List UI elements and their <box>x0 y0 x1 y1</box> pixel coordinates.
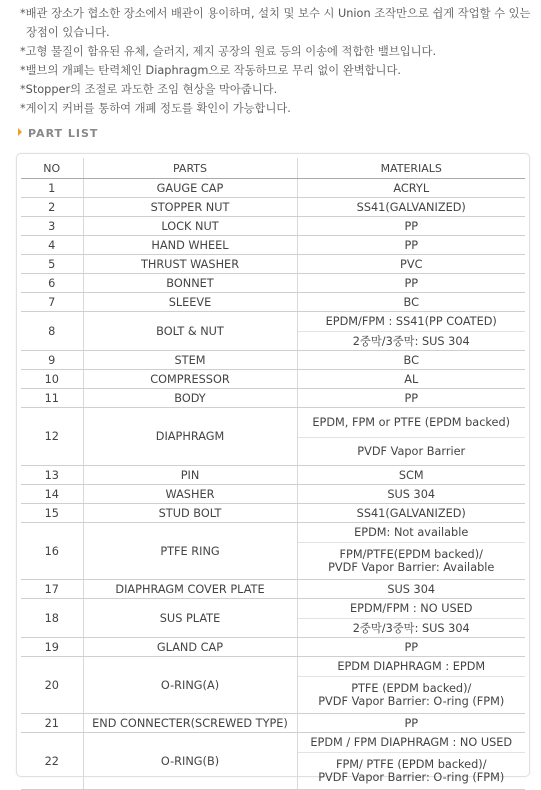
header-parts: PARTS <box>83 158 297 179</box>
table-row <box>21 523 525 543</box>
cell-no: 8 <box>21 312 83 351</box>
cell-material: PTFE (EPDM backed)/ PVDF Vapor Barrier: O-ring (FPM) <box>297 677 525 714</box>
note-line: 장점이 있습니다. <box>26 26 110 39</box>
cell-part: DIAPHRAGM <box>83 408 297 466</box>
cell-material: PP <box>297 236 525 255</box>
table-row <box>21 274 525 293</box>
cell-no: 22 <box>21 733 83 790</box>
cell-no: 3 <box>21 217 83 236</box>
cell-part: STEM <box>83 351 297 370</box>
cell-material: SS41(GALVANIZED) <box>297 504 525 523</box>
table-row <box>21 389 525 408</box>
cell-material: PP <box>297 274 525 293</box>
note-line: *밸브의 개폐는 탄력체인 Diaphragm으로 작동하므로 무리 없이 완벽합니다. <box>20 64 401 77</box>
cell-material: EPDM/FPM : NO USED <box>297 599 525 619</box>
cell-no: 21 <box>21 714 83 733</box>
table-row <box>21 657 525 677</box>
part-list-heading <box>18 127 98 140</box>
cell-part: DIAPHRAGM COVER PLATE <box>83 580 297 599</box>
table-row <box>21 485 525 504</box>
cell-material: SUS 304 <box>297 485 525 504</box>
cell-no: 7 <box>21 293 83 312</box>
cell-part: PTFE RING <box>83 523 297 580</box>
table-row <box>21 599 525 619</box>
cell-part: SUS PLATE <box>83 599 297 638</box>
cell-part: WASHER <box>83 485 297 504</box>
table-row <box>21 638 525 657</box>
cell-part: BODY <box>83 389 297 408</box>
part-list-title: PART LIST <box>28 127 99 140</box>
part-list-table <box>21 158 525 790</box>
cell-material: SUS 304 <box>297 580 525 599</box>
cell-material: 2중막/3중막: SUS 304 <box>297 332 525 351</box>
cell-part: O-RING(A) <box>83 657 297 714</box>
cell-material: PP <box>297 714 525 733</box>
cell-no: 19 <box>21 638 83 657</box>
table-row <box>21 466 525 485</box>
cell-material: ACRYL <box>297 179 525 198</box>
cell-part: O-RING(B) <box>83 733 297 790</box>
table-row <box>21 198 525 217</box>
table-row <box>21 504 525 523</box>
part-list-panel <box>16 153 530 784</box>
table-row <box>21 217 525 236</box>
cell-material: EPDM DIAPHRAGM : EPDM <box>297 657 525 677</box>
cell-part: BONNET <box>83 274 297 293</box>
cell-no: 13 <box>21 466 83 485</box>
cell-part: SLEEVE <box>83 293 297 312</box>
cell-no: 1 <box>21 179 83 198</box>
cell-no: 20 <box>21 657 83 714</box>
cell-material: PP <box>297 389 525 408</box>
cell-part: COMPRESSOR <box>83 370 297 389</box>
cell-no: 2 <box>21 198 83 217</box>
table-row <box>21 236 525 255</box>
note-line: *배관 장소가 협소한 장소에서 배관이 용이하며, 설치 및 보수 시 Union 조작만으로 쉽게 작업할 수 있는 <box>20 7 531 20</box>
cell-material: FPM/ PTFE (EPDM backed)/ PVDF Vapor Barrier: O-ring (FPM) <box>297 753 525 790</box>
cell-material: PP <box>297 638 525 657</box>
description-notes <box>20 4 532 118</box>
cell-no: 16 <box>21 523 83 580</box>
cell-material: PVC <box>297 255 525 274</box>
cell-part: BOLT & NUT <box>83 312 297 351</box>
table-row <box>21 714 525 733</box>
cell-part: PIN <box>83 466 297 485</box>
table-row <box>21 733 525 753</box>
note-line: *Stopper의 조절로 과도한 조임 현상을 막아줍니다. <box>20 83 278 96</box>
cell-no: 14 <box>21 485 83 504</box>
cell-part: GLAND CAP <box>83 638 297 657</box>
cell-material: FPM/PTFE(EPDM backed)/ PVDF Vapor Barrier: Available <box>297 543 525 580</box>
cell-no: 18 <box>21 599 83 638</box>
cell-no: 6 <box>21 274 83 293</box>
cell-material: PP <box>297 217 525 236</box>
cell-no: 9 <box>21 351 83 370</box>
cell-part: STOPPER NUT <box>83 198 297 217</box>
cell-material: PVDF Vapor Barrier <box>297 438 525 466</box>
cell-part: HAND WHEEL <box>83 236 297 255</box>
cell-no: 5 <box>21 255 83 274</box>
cell-part: STUD BOLT <box>83 504 297 523</box>
cell-material: EPDM, FPM or PTFE (EPDM backed) <box>297 408 525 438</box>
table-row <box>21 255 525 274</box>
cell-material: AL <box>297 370 525 389</box>
cell-part: LOCK NUT <box>83 217 297 236</box>
table-row <box>21 370 525 389</box>
cell-no: 4 <box>21 236 83 255</box>
header-no: NO <box>21 158 83 179</box>
cell-no: 17 <box>21 580 83 599</box>
cell-part: GAUGE CAP <box>83 179 297 198</box>
cell-material: 2중막/3중막: SUS 304 <box>297 619 525 638</box>
header-materials: MATERIALS <box>297 158 525 179</box>
triangle-bullet-icon <box>18 128 22 136</box>
cell-no: 12 <box>21 408 83 466</box>
note-line: *게이지 커버를 통하여 개폐 정도를 확인이 가능합니다. <box>20 102 291 115</box>
cell-no: 15 <box>21 504 83 523</box>
table-row <box>21 351 525 370</box>
cell-part: THRUST WASHER <box>83 255 297 274</box>
cell-no: 11 <box>21 389 83 408</box>
cell-part: END CONNECTER(SCREWED TYPE) <box>83 714 297 733</box>
cell-material: EPDM / FPM DIAPHRAGM : NO USED <box>297 733 525 753</box>
table-row <box>21 312 525 332</box>
note-line: *고형 물질이 함유된 유체, 슬러지, 제지 공장의 원료 등의 이송에 적합한 밸브입니다. <box>20 45 437 58</box>
table-row <box>21 179 525 198</box>
table-row <box>21 408 525 438</box>
table-body <box>21 179 525 790</box>
cell-material: BC <box>297 293 525 312</box>
cell-no: 10 <box>21 370 83 389</box>
cell-material: EPDM/FPM : SS41(PP COATED) <box>297 312 525 332</box>
cell-material: SS41(GALVANIZED) <box>297 198 525 217</box>
cell-material: EPDM: Not available <box>297 523 525 543</box>
cell-material: SCM <box>297 466 525 485</box>
table-row <box>21 580 525 599</box>
cell-material: BC <box>297 351 525 370</box>
table-header-row <box>21 158 525 179</box>
table-row <box>21 293 525 312</box>
